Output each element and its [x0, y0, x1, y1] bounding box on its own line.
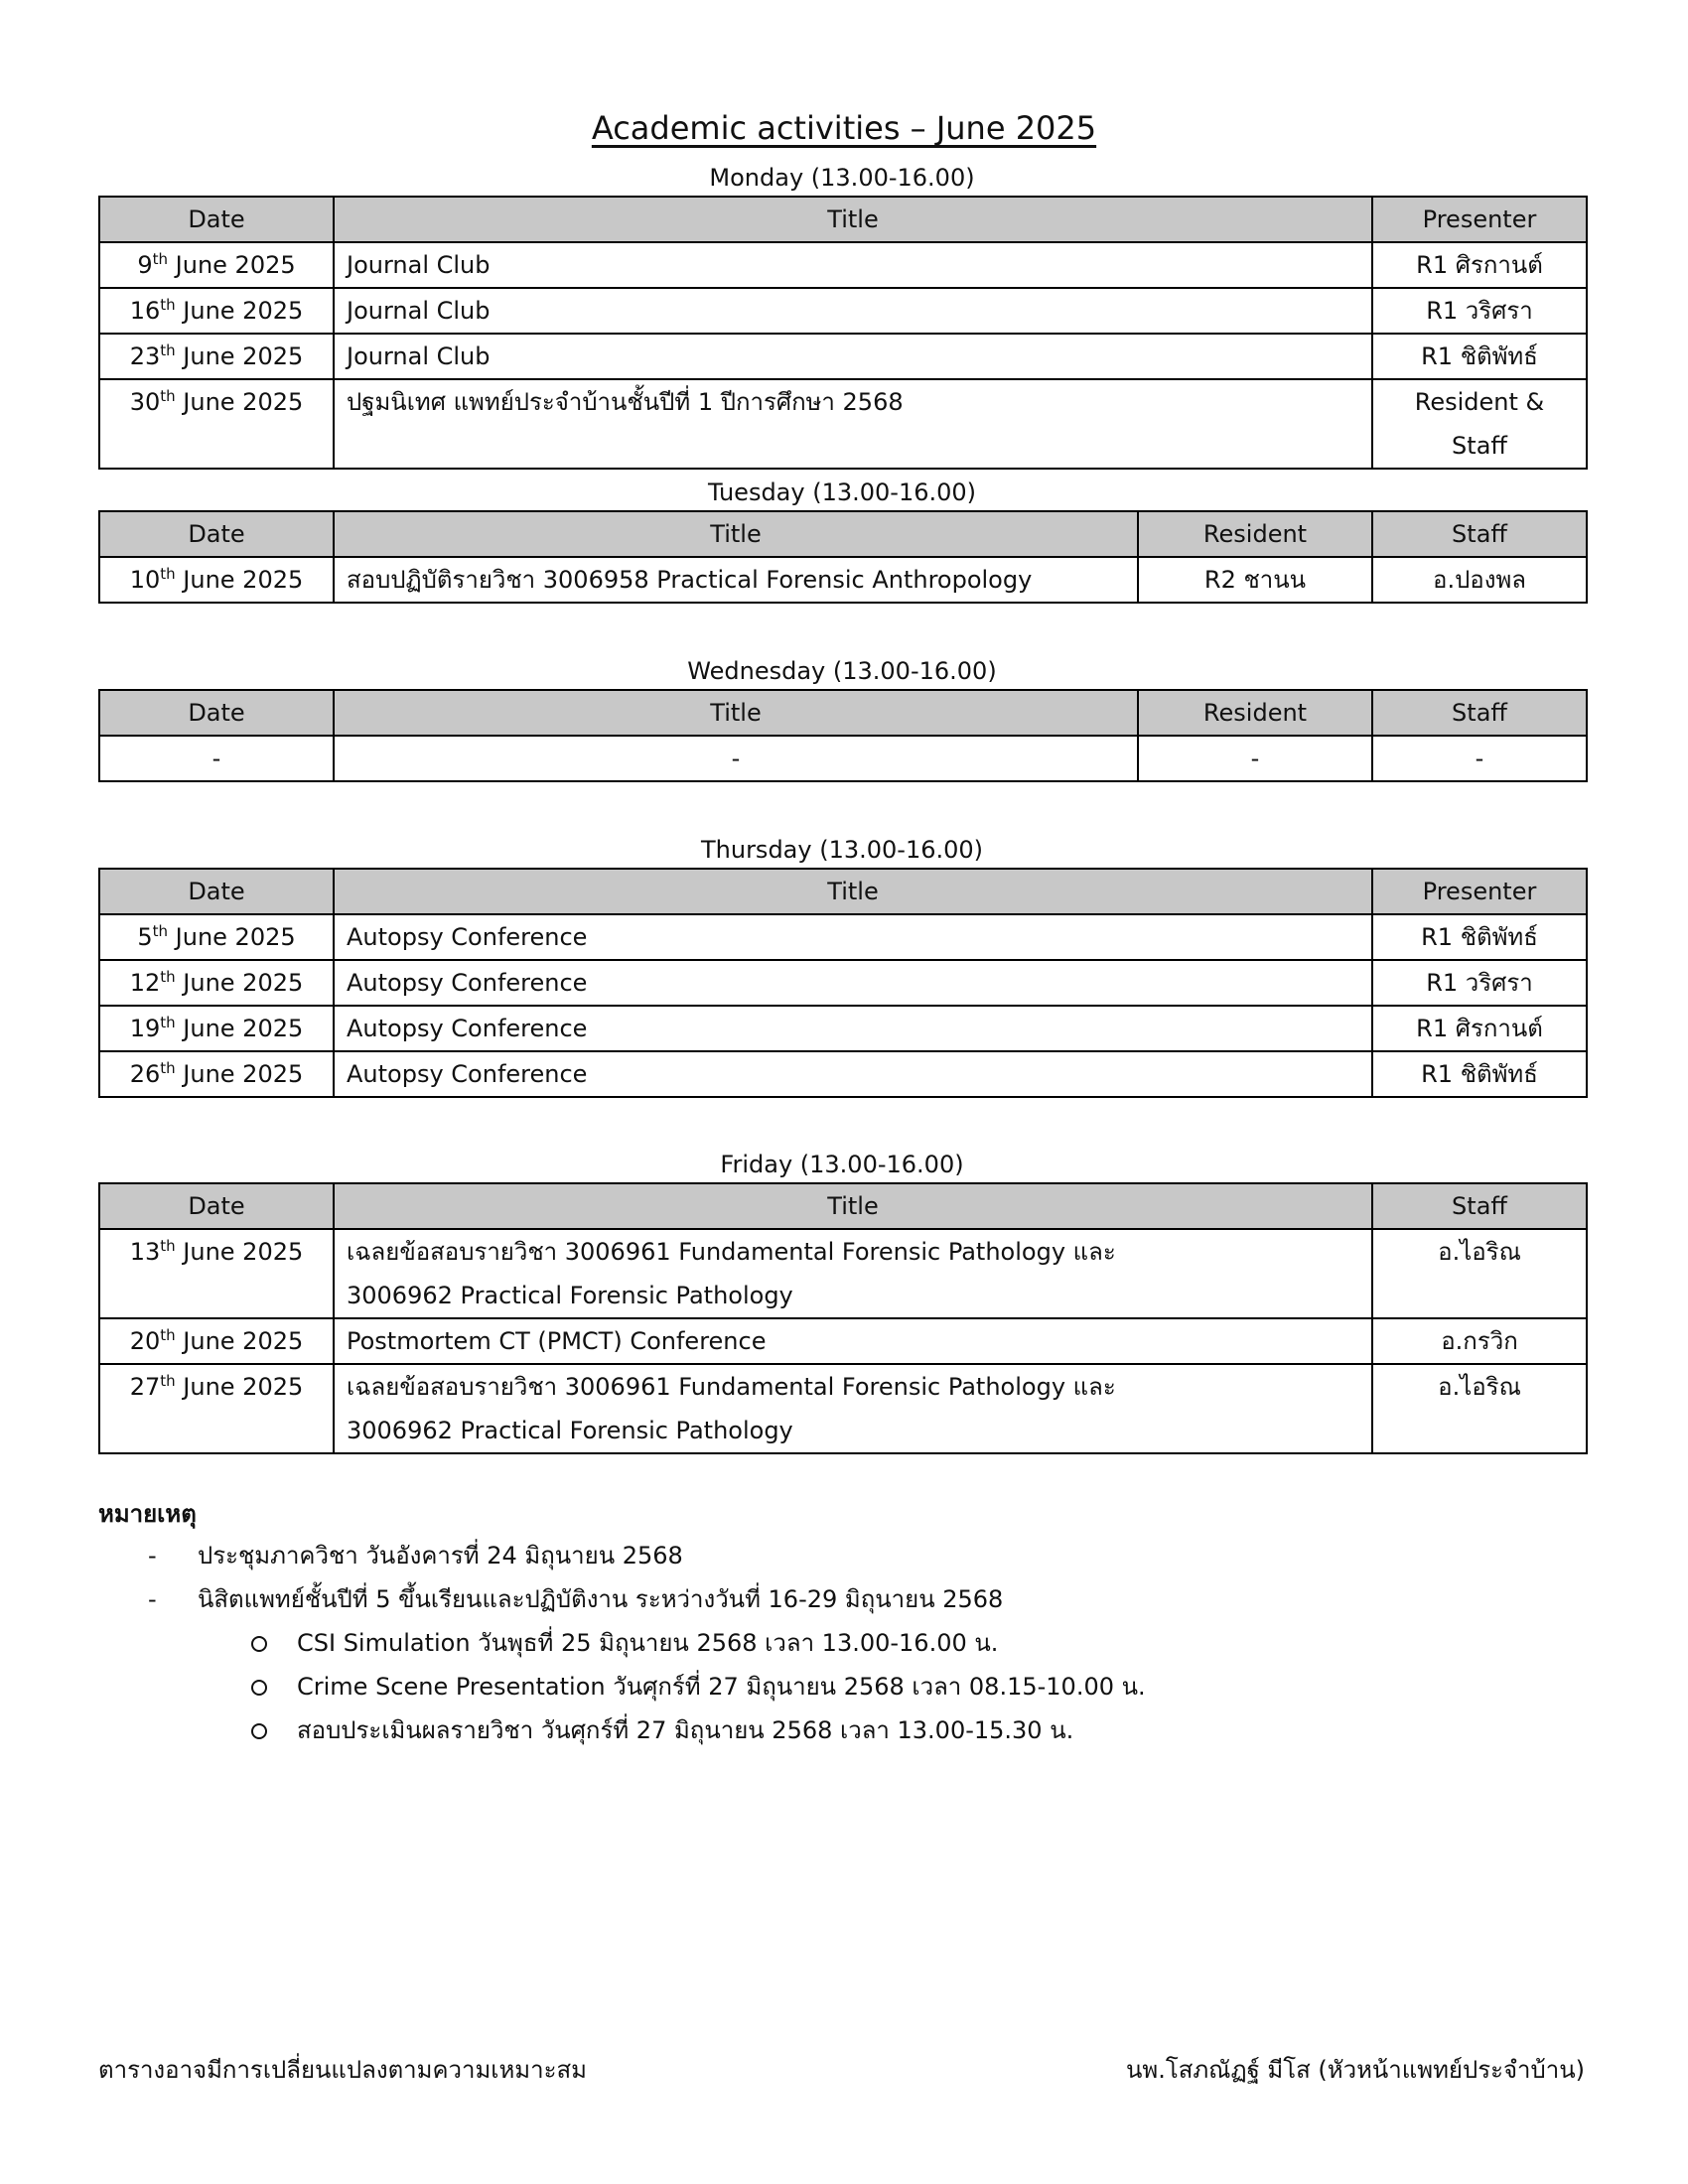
title-cell: Autopsy Conference: [334, 960, 1372, 1006]
wednesday-section: [98, 653, 1586, 782]
table-header-row: [99, 869, 1587, 914]
header-staff: Staff: [1372, 690, 1587, 736]
date-cell: -: [99, 736, 334, 781]
header-date: Date: [99, 1183, 334, 1229]
presenter-cell: R1 ศิรกานต์: [1372, 242, 1587, 288]
title-line: 3006962 Practical Forensic Pathology: [347, 1282, 793, 1309]
table-header-row: [99, 1183, 1587, 1229]
date-cell: 10th June 2025: [99, 557, 334, 603]
table-header-row: [99, 690, 1587, 736]
table-row: [99, 288, 1587, 334]
title-cell: [334, 1229, 1372, 1318]
monday-heading: Monday (13.00-16.00): [709, 164, 975, 192]
staff-cell: อ.กรวิก: [1372, 1318, 1587, 1364]
date-cell: 5th June 2025: [99, 914, 334, 960]
table-row: [99, 1364, 1587, 1453]
circle-bullet-icon: [251, 1680, 267, 1696]
presenter-cell: R1 ชิติพัทธ์: [1372, 334, 1587, 379]
date-cell: 16th June 2025: [99, 288, 334, 334]
footer-signature: นพ.โสภณัฏฐ์ มีโส (หัวหน้าแพทย์ประจำบ้าน): [1125, 2056, 1585, 2084]
friday-table: [98, 1182, 1588, 1454]
date-cell: 20th June 2025: [99, 1318, 334, 1364]
sub-note-item: [98, 1708, 1586, 1752]
dash-bullet: -: [148, 1542, 157, 1570]
table-row: [99, 242, 1587, 288]
notes-heading: หมายเหตุ: [98, 1500, 197, 1528]
header-presenter: Presenter: [1372, 869, 1587, 914]
title-cell: -: [334, 736, 1138, 781]
friday-section: [98, 1147, 1586, 1454]
title-cell: Journal Club: [334, 288, 1372, 334]
table-row: [99, 1229, 1587, 1318]
table-row: [99, 1051, 1587, 1097]
tuesday-heading: Tuesday (13.00-16.00): [707, 478, 977, 506]
header-title: Title: [334, 869, 1372, 914]
note-text: นิสิตแพทย์ชั้นปีที่ 5 ขึ้นเรียนและปฏิบัติงาน ระหว่างวันที่ 16-29 มิถุนายน 2568: [198, 1585, 1004, 1613]
header-date: Date: [99, 511, 334, 557]
title-line: เฉลยข้อสอบรายวิชา 3006961 Fundamental Forensic Pathology และ: [347, 1373, 1116, 1401]
title-cell: ปฐมนิเทศ แพทย์ประจำบ้านชั้นปีที่ 1 ปีการศึกษา 2568: [334, 379, 1372, 469]
presenter-cell: R1 วริศรา: [1372, 288, 1587, 334]
thursday-heading: Thursday (13.00-16.00): [700, 836, 984, 864]
staff-cell: อ.ปองพล: [1372, 557, 1587, 603]
tuesday-table: [98, 510, 1588, 604]
page-title: Academic activities – June 2025: [591, 109, 1097, 147]
header-title: Title: [334, 690, 1138, 736]
sub-note-item: [98, 1621, 1586, 1665]
title-line: เฉลยข้อสอบรายวิชา 3006961 Fundamental Forensic Pathology และ: [347, 1238, 1116, 1266]
presenter-cell: R1 ชิติพัทธ์: [1372, 1051, 1587, 1097]
sub-note-item: [98, 1665, 1586, 1708]
tuesday-section: [98, 475, 1586, 604]
title-cell: Autopsy Conference: [334, 914, 1372, 960]
table-row: [99, 1006, 1587, 1051]
table-row: [99, 914, 1587, 960]
sub-note-text: CSI Simulation วันพุธที่ 25 มิถุนายน 2568 เวลา 13.00-16.00 น.: [297, 1629, 999, 1657]
header-presenter: Presenter: [1372, 197, 1587, 242]
header-date: Date: [99, 690, 334, 736]
title-cell: Autopsy Conference: [334, 1051, 1372, 1097]
title-cell: Journal Club: [334, 242, 1372, 288]
circle-bullet-icon: [251, 1723, 267, 1739]
monday-section: [98, 160, 1586, 470]
presenter-cell: R1 ชิติพัทธ์: [1372, 914, 1587, 960]
presenter-cell: Resident & Staff: [1372, 379, 1587, 469]
friday-heading: Friday (13.00-16.00): [720, 1151, 964, 1178]
notes-section: [98, 1494, 1586, 1752]
resident-cell: R2 ชานน: [1138, 557, 1372, 603]
note-text: ประชุมภาควิชา วันอังคารที่ 24 มิถุนายน 2568: [198, 1542, 683, 1570]
note-item: [98, 1577, 1586, 1621]
date-cell: 13th June 2025: [99, 1229, 334, 1318]
date-cell: 23th June 2025: [99, 334, 334, 379]
note-item: [98, 1534, 1586, 1577]
title-cell: Postmortem CT (PMCT) Conference: [334, 1318, 1372, 1364]
date-cell: 26th June 2025: [99, 1051, 334, 1097]
title-cell: [334, 1364, 1372, 1453]
title-line: 3006962 Practical Forensic Pathology: [347, 1417, 793, 1444]
table-header-row: [99, 197, 1587, 242]
title-cell: สอบปฏิบัติรายวิชา 3006958 Practical Forensic Anthropology: [334, 557, 1138, 603]
table-row: [99, 1318, 1587, 1364]
footer-disclaimer: ตารางอาจมีการเปลี่ยนแปลงตามความเหมาะสม: [98, 2056, 587, 2084]
table-row: [99, 960, 1587, 1006]
table-row: [99, 736, 1587, 781]
staff-cell: อ.ไอริณ: [1372, 1229, 1587, 1318]
header-resident: Resident: [1138, 690, 1372, 736]
header-title: Title: [334, 197, 1372, 242]
staff-cell: -: [1372, 736, 1587, 781]
table-row: [99, 379, 1587, 469]
sub-note-text: สอบประเมินผลรายวิชา วันศุกร์ที่ 27 มิถุนายน 2568 เวลา 13.00-15.30 น.: [297, 1716, 1074, 1744]
date-cell: 9th June 2025: [99, 242, 334, 288]
table-row: [99, 334, 1587, 379]
circle-bullet-icon: [251, 1636, 267, 1652]
header-staff: Staff: [1372, 1183, 1587, 1229]
date-cell: 19th June 2025: [99, 1006, 334, 1051]
wednesday-table: [98, 689, 1588, 782]
date-cell: 30th June 2025: [99, 379, 334, 469]
date-cell: 27th June 2025: [99, 1364, 334, 1453]
header-title: Title: [334, 1183, 1372, 1229]
header-date: Date: [99, 197, 334, 242]
header-staff: Staff: [1372, 511, 1587, 557]
table-header-row: [99, 511, 1587, 557]
staff-cell: อ.ไอริณ: [1372, 1364, 1587, 1453]
table-row: [99, 557, 1587, 603]
header-date: Date: [99, 869, 334, 914]
wednesday-heading: Wednesday (13.00-16.00): [687, 657, 997, 685]
title-cell: Journal Club: [334, 334, 1372, 379]
resident-cell: -: [1138, 736, 1372, 781]
header-resident: Resident: [1138, 511, 1372, 557]
date-cell: 12th June 2025: [99, 960, 334, 1006]
presenter-cell: R1 วริศรา: [1372, 960, 1587, 1006]
presenter-cell: R1 ศิรกานต์: [1372, 1006, 1587, 1051]
thursday-section: [98, 832, 1586, 1098]
monday-table: [98, 196, 1588, 470]
thursday-table: [98, 868, 1588, 1098]
dash-bullet: -: [148, 1585, 157, 1613]
sub-note-text: Crime Scene Presentation วันศุกร์ที่ 27 มิถุนายน 2568 เวลา 08.15-10.00 น.: [297, 1673, 1146, 1701]
title-cell: Autopsy Conference: [334, 1006, 1372, 1051]
header-title: Title: [334, 511, 1138, 557]
